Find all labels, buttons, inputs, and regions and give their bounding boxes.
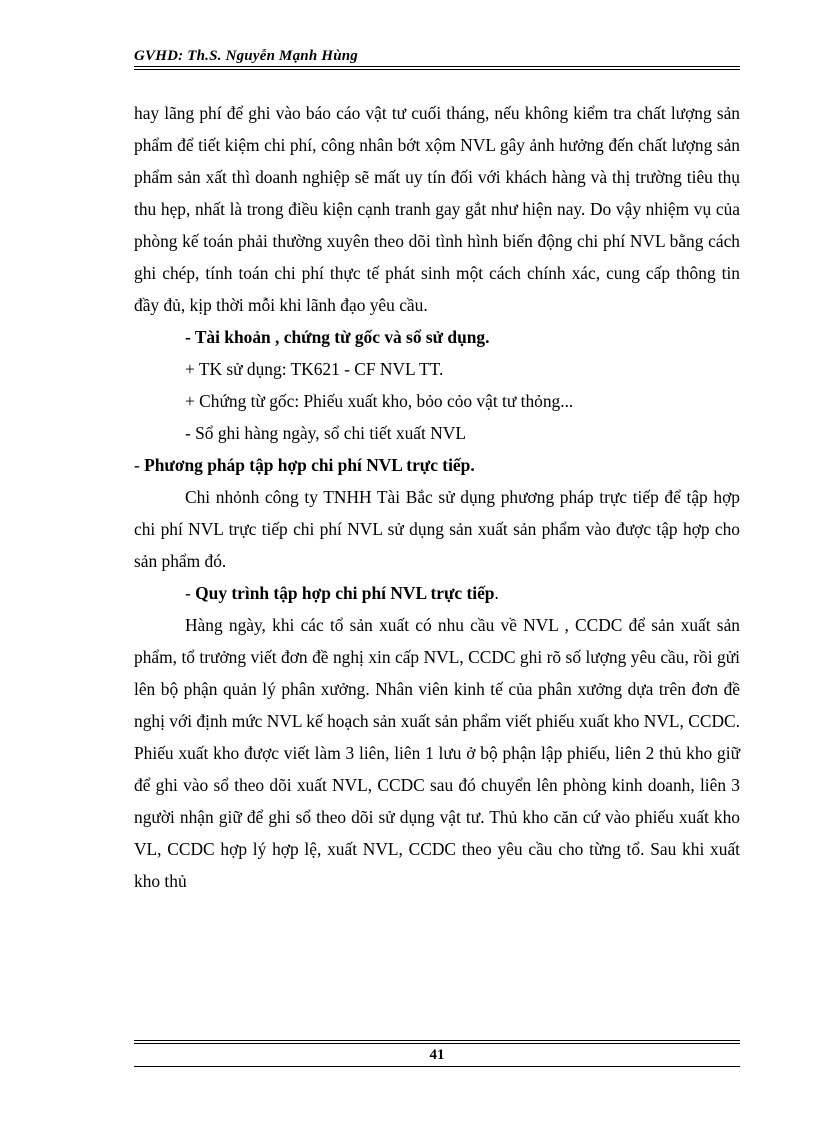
method-heading-prefix: - [134,455,145,475]
process-heading-prefix: - [185,583,196,603]
document-body [134,97,740,897]
footer-rule-thick [134,1040,740,1041]
source-documents-item: + Chứng từ gốc: Phiếu xuất kho, bỏo cỏo vật tư thỏng... [185,391,574,411]
method-section-heading [134,449,740,481]
header-rule-thick [134,66,740,67]
page-header [134,46,740,70]
header-rule-thin [134,69,740,70]
footer-rule-bottom [134,1066,740,1067]
process-heading-suffix: . [494,583,499,603]
page-number: 41 [429,1047,445,1063]
page-footer [134,1040,740,1067]
accounts-heading: - Tài khoản , chứng từ gốc và sổ sử dụng. [185,327,490,347]
account-used-item: + TK sử dụng: TK621 - CF NVL TT. [185,359,444,379]
daily-books-item: - Sổ ghi hàng ngày, sổ chi tiết xuất NVL [185,423,466,443]
paragraph-continuation: hay lãng phí để ghi vào báo cáo vật tư cuối tháng, nếu không kiểm tra chất lượng sản phẩm để tiết kiệm chi phí, công nhân bớt xộm NVL gây ảnh hưởng đến chất lượng sản phẩm sản xất thì doanh nghiệp sẽ mất uy tín đối với khách hàng và thị trường tiêu thụ thu hẹp, nhất là trong điều kiện cạnh tranh gay gắt như hiện nay. Do vậy nhiệm vụ của phòng kế toán phải thường xuyên theo dõi tình hình biến động chi phí NVL bằng cách ghi chép, tính toán chi phí thực tế phát sinh một cách chính xác, cung cấp thông tin đầy đủ, kịp thời mỗi khi lãnh đạo yêu cầu. [134,103,740,315]
method-paragraph: Chi nhỏnh công ty TNHH Tài Bắc sử dụng phương pháp trực tiếp để tập hợp chi phí NVL trực tiếp chi phí NVL sử dụng sản xuất sản phẩm vào được tập hợp cho sản phẩm đó. [134,487,740,571]
process-section-heading [134,577,740,609]
header-supervisor-text: GVHD: Th.S. Nguyễn Mạnh Hùng [134,48,358,64]
process-heading-text: Quy trình tập hợp chi phí NVL trực tiếp [195,583,495,603]
method-heading-text: Phương pháp tập hợp chi phí NVL trực tiếp. [144,455,475,475]
process-paragraph: Hàng ngày, khi các tổ sản xuất có nhu cầu về NVL , CCDC để sản xuất sản phẩm, tổ trưởng viết đơn đề nghị xin cấp NVL, CCDC ghi rõ số lượng yêu cầu, rồi gửi lên bộ phận quản lý phân xưởng. Nhân viên kinh tế của phân xưởng dựa trên đơn đề nghị với định mức NVL kế hoạch sản xuất sản phẩm viết phiếu xuất kho NVL, CCDC. Phiếu xuất kho được viết làm 3 liên, liên 1 lưu ở bộ phận lập phiếu, liên 2 thủ kho giữ để ghi vào sổ theo dõi xuất NVL, CCDC sau đó chuyển lên phòng kinh doanh, liên 3 người nhận giữ để ghi sổ theo dõi sử dụng vật tư. Thủ kho căn cứ vào phiếu xuất kho VL, CCDC hợp lý hợp lệ, xuất NVL, CCDC theo yêu cầu cho từng tổ. Sau khi xuất kho thủ [134,615,740,891]
footer-rule-thin [134,1043,740,1044]
